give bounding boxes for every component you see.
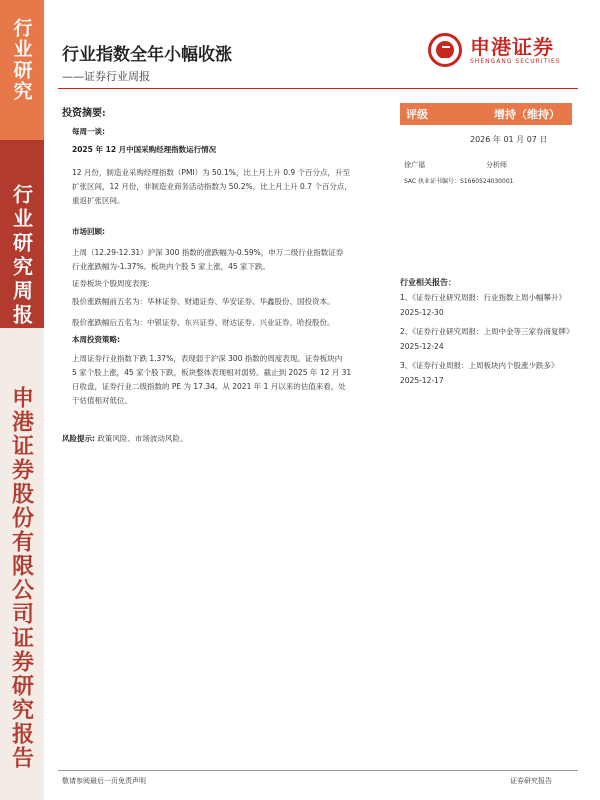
related-reports-title: 行业相关报告： [400,278,456,287]
sac-license: SAC 执业证书编号：S1660524030001 [404,178,514,185]
related-report-item[interactable]: 3、《证券行业周报：上周板块内个股涨少跌多》2025-12-17 [400,361,559,385]
side-label-industry-research [0,0,44,140]
market-heading: 市场回顾: [72,227,105,236]
risk-text: 政策风险、市场波动风险。 [97,434,188,443]
analyst-name: 徐广福 [404,161,425,169]
rating-label: 评级 [406,108,428,121]
risk-label: 风险提示: [62,434,95,443]
market-line-2: 行业涨跌幅为-1.37%。板块内个股 5 家上涨，45 家下跌。 [72,262,270,271]
side-label-weekly-report [0,140,44,328]
strategy-line-1: 上周证券行业指数下跌 1.37%，表现弱于沪深 300 指数的周度表现。证券板块内 [72,354,343,363]
strategy-line-3: 日收盘，证券行业二级指数的 PE 为 17.34。从 2021 年 1 月以来的估值来看，处 [72,382,346,391]
pmi-heading: 2025 年 12 月中国采购经理指数运行情况 [72,145,217,154]
side-label-company [0,328,44,800]
page-title: 行业指数全年小幅收涨 [62,45,232,65]
top5-line: 股价涨跌幅前五名为：华林证券、财通证券、华安证券、华鑫股份、国投资本。 [72,297,335,306]
side-label-bottom-text: 申港证券股份有限公司证券研究报告 [8,386,35,770]
strategy-heading: 本周投资策略: [72,335,120,344]
weekly-label: 每周一谈: [72,127,105,136]
side-label-mid-text: 行业研究周报 [9,184,34,328]
pmi-line-1: 12 月份，制造业采购经理指数（PMI）为 50.1%，比上月上升 0.9 个百分点，升至 [72,168,351,177]
related-report-item[interactable]: 1、《证券行业研究周报：行业指数上周小幅攀升》2025-12-30 [400,293,567,317]
analyst-role: 分析师 [486,161,507,169]
risk-warning [62,433,187,444]
market-paragraph [72,246,394,274]
logo-english-name: SHENGANG SECURITIES [470,57,561,65]
pmi-line-2: 扩张区间，12 月份，非制造业商务活动指数为 50.2%，比上月上升 0.7 个百分点， [72,182,352,191]
summary-title: 投资摘要: [62,108,106,119]
header-divider [58,88,578,89]
market-line-1: 上周（12.29-12.31）沪深 300 指数的涨跌幅为-0.59%，申万二级行业指数证券 [72,248,344,257]
footer-disclaimer: 敬请参阅最后一页免责声明 [62,777,146,785]
company-logo [428,30,578,70]
strategy-line-2: 5 家个股上涨，45 家个股下跌，板块整体表现相对弱势。截止到 2025 年 12 月 31 [72,368,352,377]
logo-chinese-name: 申港证券 [470,34,554,59]
report-date: 2026 年 01 月 07 日 [470,135,548,144]
pmi-line-3: 重返扩张区间。 [72,196,125,205]
related-reports-list [400,290,572,392]
side-label-top-text: 行业研究 [10,18,33,102]
logo-icon [428,33,462,67]
footer-report-type: 证券研究报告 [510,777,552,785]
pmi-paragraph [72,166,394,208]
rating-bar [400,103,572,125]
strategy-paragraph [72,352,394,408]
rating-value: 增持（维持） [494,108,560,121]
page-subtitle: ——证券行业周报 [62,70,150,83]
related-report-item[interactable]: 2、《证券行业研究周报：上周中金等三家券商复牌》2025-12-24 [400,327,570,351]
perf-intro: 证券板块个股周度表现: [72,279,150,288]
bottom5-line: 股价涨跌幅后五名为：中银证券、东兴证券、财达证券、兴业证券、哈投股份。 [72,318,335,327]
footer-divider [58,770,578,771]
strategy-line-4: 于估值相对低位。 [72,396,132,405]
